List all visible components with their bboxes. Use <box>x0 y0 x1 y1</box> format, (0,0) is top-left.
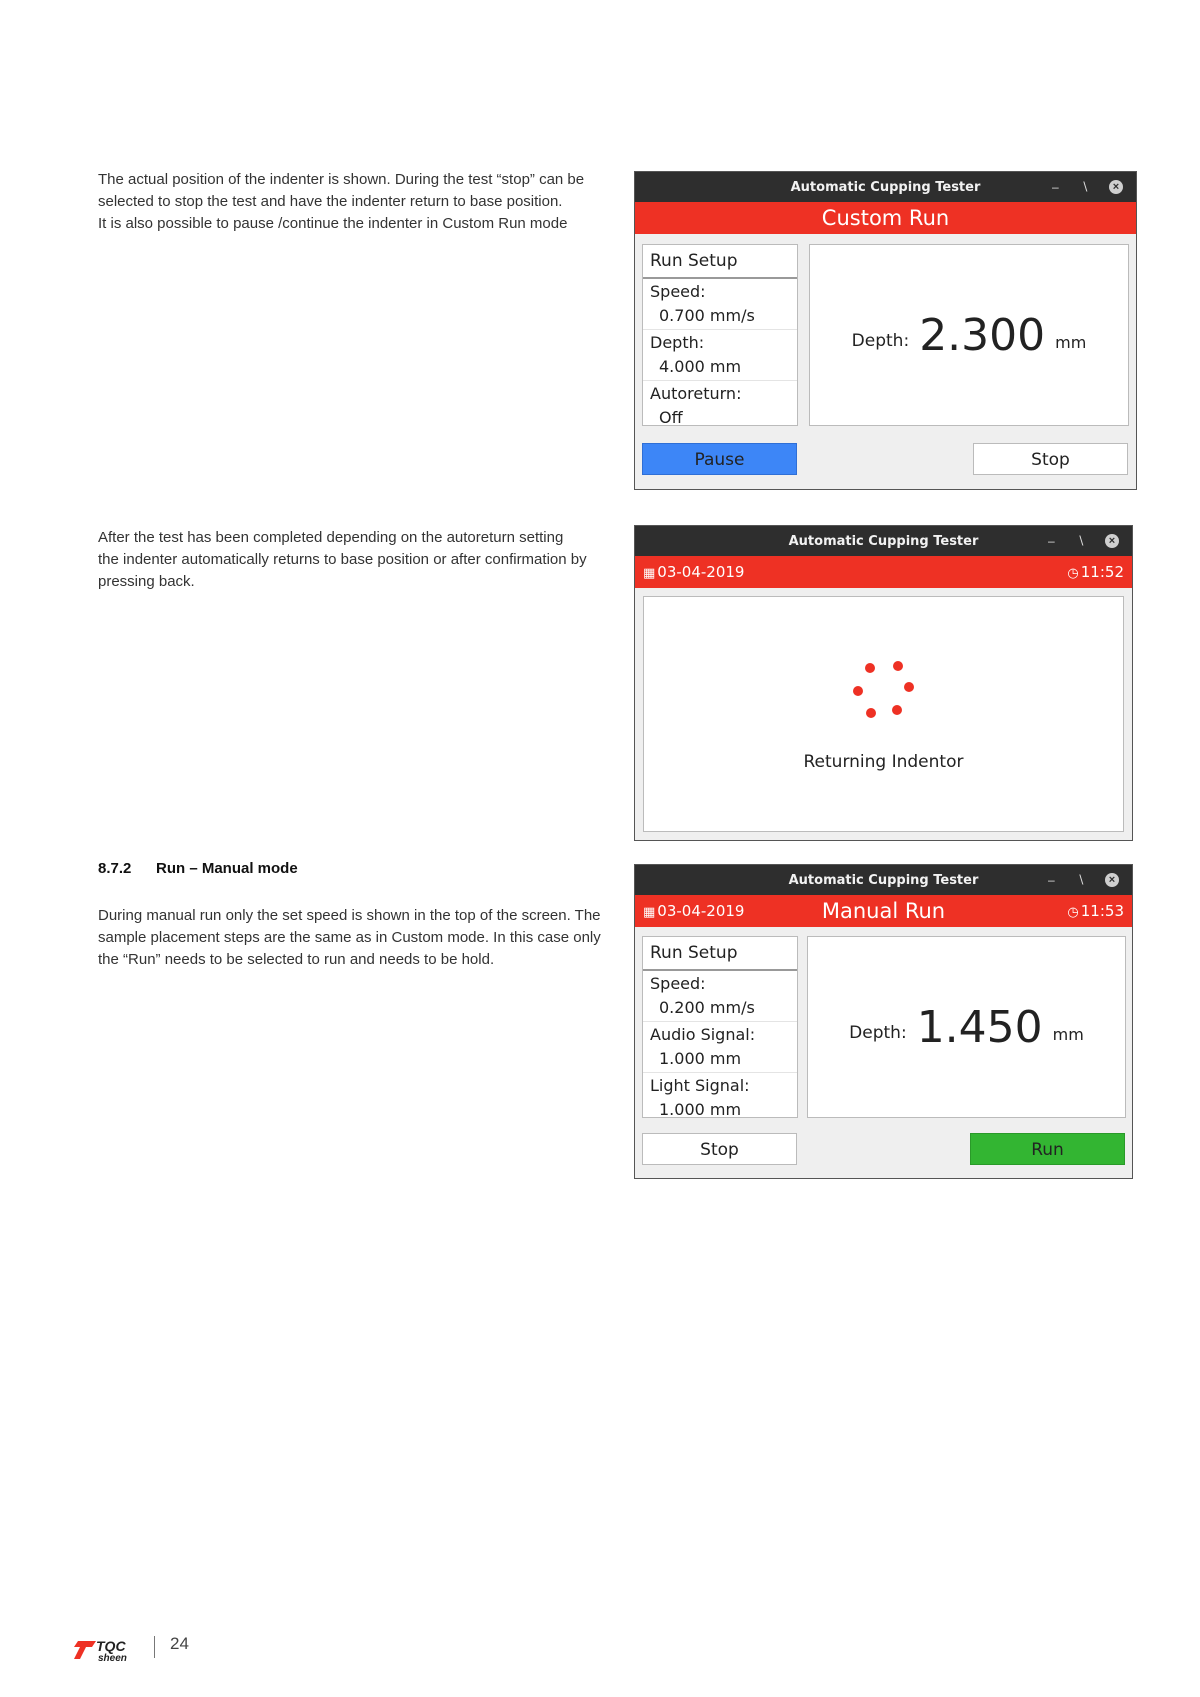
text-line: selected to stop the test and have the indenter return to base position. <box>98 193 563 210</box>
setup-label: Autoreturn: <box>650 384 742 403</box>
depth-label: Depth: <box>849 1023 907 1043</box>
depth-unit: mm <box>1055 332 1087 352</box>
clock-icon: ◷ <box>1067 905 1079 920</box>
close-icon[interactable]: × <box>1105 534 1119 548</box>
window-titlebar <box>635 865 1132 895</box>
run-setup-title: Run Setup <box>643 245 797 279</box>
returning-message: Returning Indentor <box>803 752 964 772</box>
depth-value: 2.300 <box>919 309 1046 361</box>
section-heading <box>98 860 298 877</box>
header-bar <box>635 202 1136 234</box>
spinner-dot <box>853 686 863 696</box>
restore-icon[interactable]: ∖ <box>1077 534 1085 548</box>
time-text: 11:53 <box>1080 902 1124 920</box>
spinner-dot <box>904 682 914 692</box>
date-text: 03-04-2019 <box>657 902 745 920</box>
returning-window <box>634 525 1133 841</box>
spinner-dot <box>893 661 903 671</box>
window-title: Automatic Cupping Tester <box>788 873 979 888</box>
custom-run-window <box>634 171 1137 490</box>
minimize-icon[interactable]: – <box>1048 534 1055 548</box>
text-line: pressing back. <box>98 573 195 590</box>
after-test-paragraph <box>98 527 598 593</box>
window-title: Automatic Cupping Tester <box>788 534 979 549</box>
restore-icon[interactable]: ∖ <box>1081 180 1089 194</box>
run-setup-title: Run Setup <box>643 937 797 971</box>
date-text: 03-04-2019 <box>657 563 745 581</box>
tqc-sheen-logo <box>72 1637 144 1663</box>
minimize-icon[interactable]: – <box>1052 180 1059 194</box>
stop-button[interactable]: Stop <box>642 1133 797 1165</box>
setup-label: Depth: <box>650 333 705 352</box>
section-number: 8.7.2 <box>98 860 132 877</box>
setup-label: Audio Signal: <box>650 1025 756 1044</box>
loading-spinner <box>850 661 920 731</box>
mode-title: Custom Run <box>821 206 950 230</box>
time-text: 11:52 <box>1080 563 1124 581</box>
page-number: 24 <box>170 1634 189 1653</box>
close-icon[interactable]: × <box>1105 873 1119 887</box>
minimize-icon[interactable]: – <box>1048 873 1055 887</box>
manual-run-window <box>634 864 1133 1179</box>
date-display <box>643 556 744 590</box>
restore-icon[interactable]: ∖ <box>1077 873 1085 887</box>
window-titlebar <box>635 526 1132 556</box>
spinner-dot <box>892 705 902 715</box>
depth-readout <box>808 937 1125 1117</box>
run-button[interactable]: Run <box>970 1133 1125 1165</box>
depth-unit: mm <box>1052 1024 1084 1044</box>
text-line: the “Run” needs to be selected to run and needs to be hold. <box>98 951 495 968</box>
footer-separator <box>154 1636 155 1658</box>
text-line: After the test has been completed depending on the autoreturn setting <box>98 529 564 546</box>
close-icon[interactable]: × <box>1109 180 1123 194</box>
calendar-icon: ▦ <box>643 905 656 920</box>
depth-value: 1.450 <box>916 1001 1043 1053</box>
window-titlebar <box>635 172 1136 202</box>
intro-paragraph <box>98 169 598 235</box>
header-bar <box>635 895 1132 927</box>
setup-label: Speed: <box>650 282 706 301</box>
run-setup-panel <box>642 244 798 426</box>
spinner-dot <box>865 663 875 673</box>
text-line: It is also possible to pause /continue the indenter in Custom Run mode <box>98 215 568 232</box>
run-setup-panel <box>642 936 798 1118</box>
setup-value: 0.700 mm/s <box>643 304 797 330</box>
svg-text:TQC: TQC <box>96 1638 126 1654</box>
manual-paragraph <box>98 905 601 971</box>
setup-value: 1.000 mm <box>659 1100 742 1119</box>
setup-value: 1.000 mm <box>643 1047 797 1073</box>
calendar-icon: ▦ <box>643 566 656 581</box>
time-display <box>1067 556 1124 590</box>
svg-text:sheen: sheen <box>98 1653 127 1663</box>
depth-panel <box>807 936 1126 1118</box>
text-line: the indenter automatically returns to base position or after confirmation by <box>98 551 587 568</box>
depth-panel <box>809 244 1129 426</box>
pause-button[interactable]: Pause <box>642 443 797 475</box>
header-bar <box>635 556 1132 588</box>
time-display <box>1067 895 1124 929</box>
stop-button[interactable]: Stop <box>973 443 1128 475</box>
setup-value: Off <box>659 408 683 427</box>
depth-label: Depth: <box>851 331 910 351</box>
depth-readout <box>810 245 1128 425</box>
text-line: During manual run only the set speed is shown in the top of the screen. The <box>98 907 601 924</box>
setup-label: Light Signal: <box>650 1076 750 1095</box>
setup-label: Speed: <box>650 974 706 993</box>
setup-value: 0.200 mm/s <box>643 996 797 1022</box>
text-line: sample placement steps are the same as in Custom mode. In this case only <box>98 929 601 946</box>
status-panel <box>643 596 1124 832</box>
mode-title: Manual Run <box>821 899 946 923</box>
setup-value: 4.000 mm <box>643 355 797 381</box>
window-title: Automatic Cupping Tester <box>790 180 981 195</box>
text-line: The actual position of the indenter is shown. During the test “stop” can be <box>98 171 585 188</box>
clock-icon: ◷ <box>1067 566 1079 581</box>
spinner-dot <box>866 708 876 718</box>
section-title: Run – Manual mode <box>156 860 298 877</box>
